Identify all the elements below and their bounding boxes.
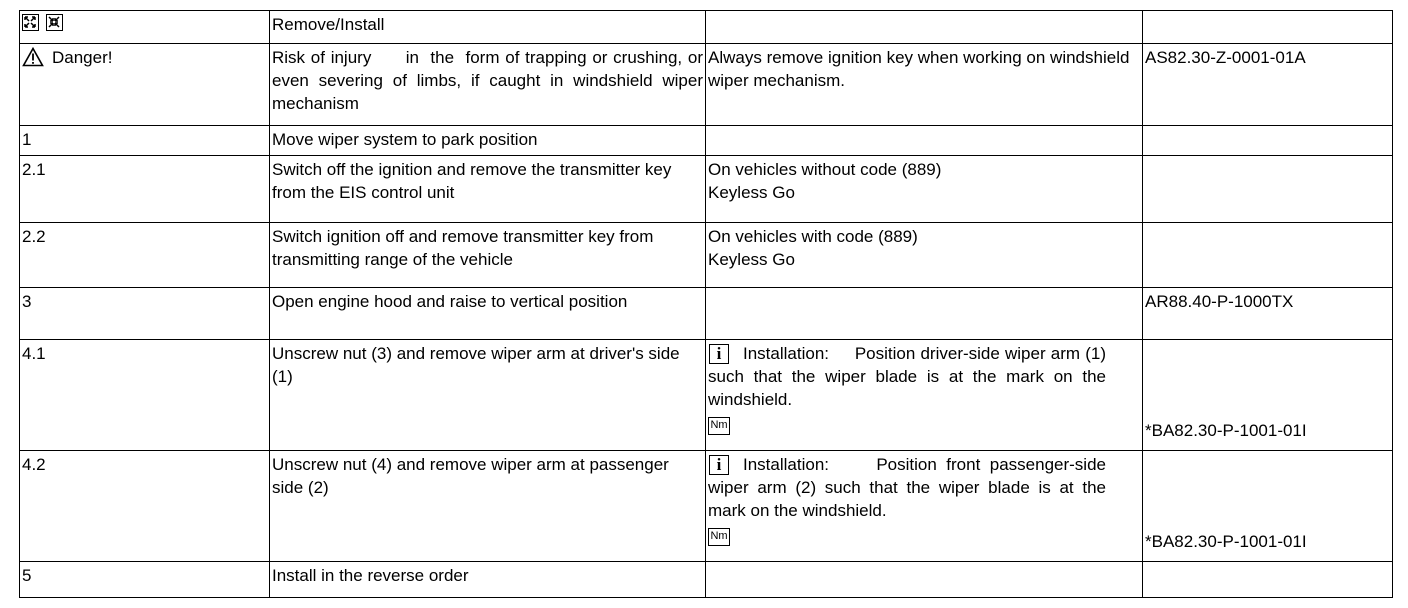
torque-nm-icon[interactable]: Nm	[708, 528, 730, 546]
step-text: Unscrew nut (4) and remove wiper arm at passenger side (2)	[270, 451, 706, 562]
step-text: Open engine hood and raise to vertical position	[270, 288, 706, 340]
danger-note: Always remove ignition key when working on windshield wiper mechanism.	[706, 44, 1143, 126]
note-line: Keyless Go	[708, 183, 795, 202]
step-text: Unscrew nut (3) and remove wiper arm at driver's side (1)	[270, 340, 706, 451]
collapse-icon[interactable]	[46, 14, 63, 31]
ref-link[interactable]: *BA82.30-P-1001-01I	[1145, 532, 1307, 551]
procedure-table	[19, 10, 1393, 598]
step-number: 1	[20, 126, 270, 156]
header-row	[20, 11, 1393, 44]
danger-ref[interactable]: AS82.30-Z-0001-01A	[1143, 44, 1393, 126]
step-number: 3	[20, 288, 270, 340]
expand-icon[interactable]	[22, 14, 39, 31]
step-note	[706, 451, 1143, 562]
installation-label: Installation:	[743, 344, 829, 363]
installation-text: Position front passenger-side wiper arm (2) such that the wiper blade is at the mark on the windshield.	[708, 455, 1106, 520]
step-ref	[1143, 340, 1393, 451]
installation-label: Installation:	[743, 455, 829, 474]
step-text: Switch off the ignition and remove the transmitter key from the EIS control unit	[270, 156, 706, 223]
view-toggle-cell	[20, 11, 270, 44]
step-ref[interactable]: AR88.40-P-1000TX	[1143, 288, 1393, 340]
table-row	[20, 562, 1393, 598]
step-number: 4.1	[20, 340, 270, 451]
ref-link[interactable]: *BA82.30-P-1001-01I	[1145, 421, 1307, 440]
danger-label: Danger!	[52, 48, 113, 67]
note-line: On vehicles with code (889)	[708, 227, 918, 246]
danger-row	[20, 44, 1393, 126]
table-row	[20, 126, 1393, 156]
section-title: Remove/Install	[270, 11, 706, 44]
step-number: 4.2	[20, 451, 270, 562]
table-row	[20, 340, 1393, 451]
table-row	[20, 156, 1393, 223]
step-note	[706, 340, 1143, 451]
info-icon: i	[709, 344, 729, 364]
step-ref	[1143, 451, 1393, 562]
note-line: Keyless Go	[708, 250, 795, 269]
step-text: Install in the reverse order	[270, 562, 706, 598]
danger-description: Risk of injury in the form of trapping or crushing, or even severing of limbs, if caught in windshield wiper mechanism	[270, 44, 706, 126]
step-number: 2.2	[20, 223, 270, 288]
note-line: On vehicles without code (889)	[708, 160, 942, 179]
step-text: Move wiper system to park position	[270, 126, 706, 156]
step-number: 5	[20, 562, 270, 598]
info-icon: i	[709, 455, 729, 475]
table-row	[20, 288, 1393, 340]
step-note	[706, 223, 1143, 288]
table-row	[20, 223, 1393, 288]
step-text: Switch ignition off and remove transmitter key from transmitting range of the vehicle	[270, 223, 706, 288]
step-note	[706, 156, 1143, 223]
warning-triangle-icon	[22, 47, 44, 67]
torque-nm-icon[interactable]: Nm	[708, 417, 730, 435]
table-row	[20, 451, 1393, 562]
step-number: 2.1	[20, 156, 270, 223]
installation-text: Position driver-side wiper arm (1) such that the wiper blade is at the mark on the windshield.	[708, 344, 1106, 409]
